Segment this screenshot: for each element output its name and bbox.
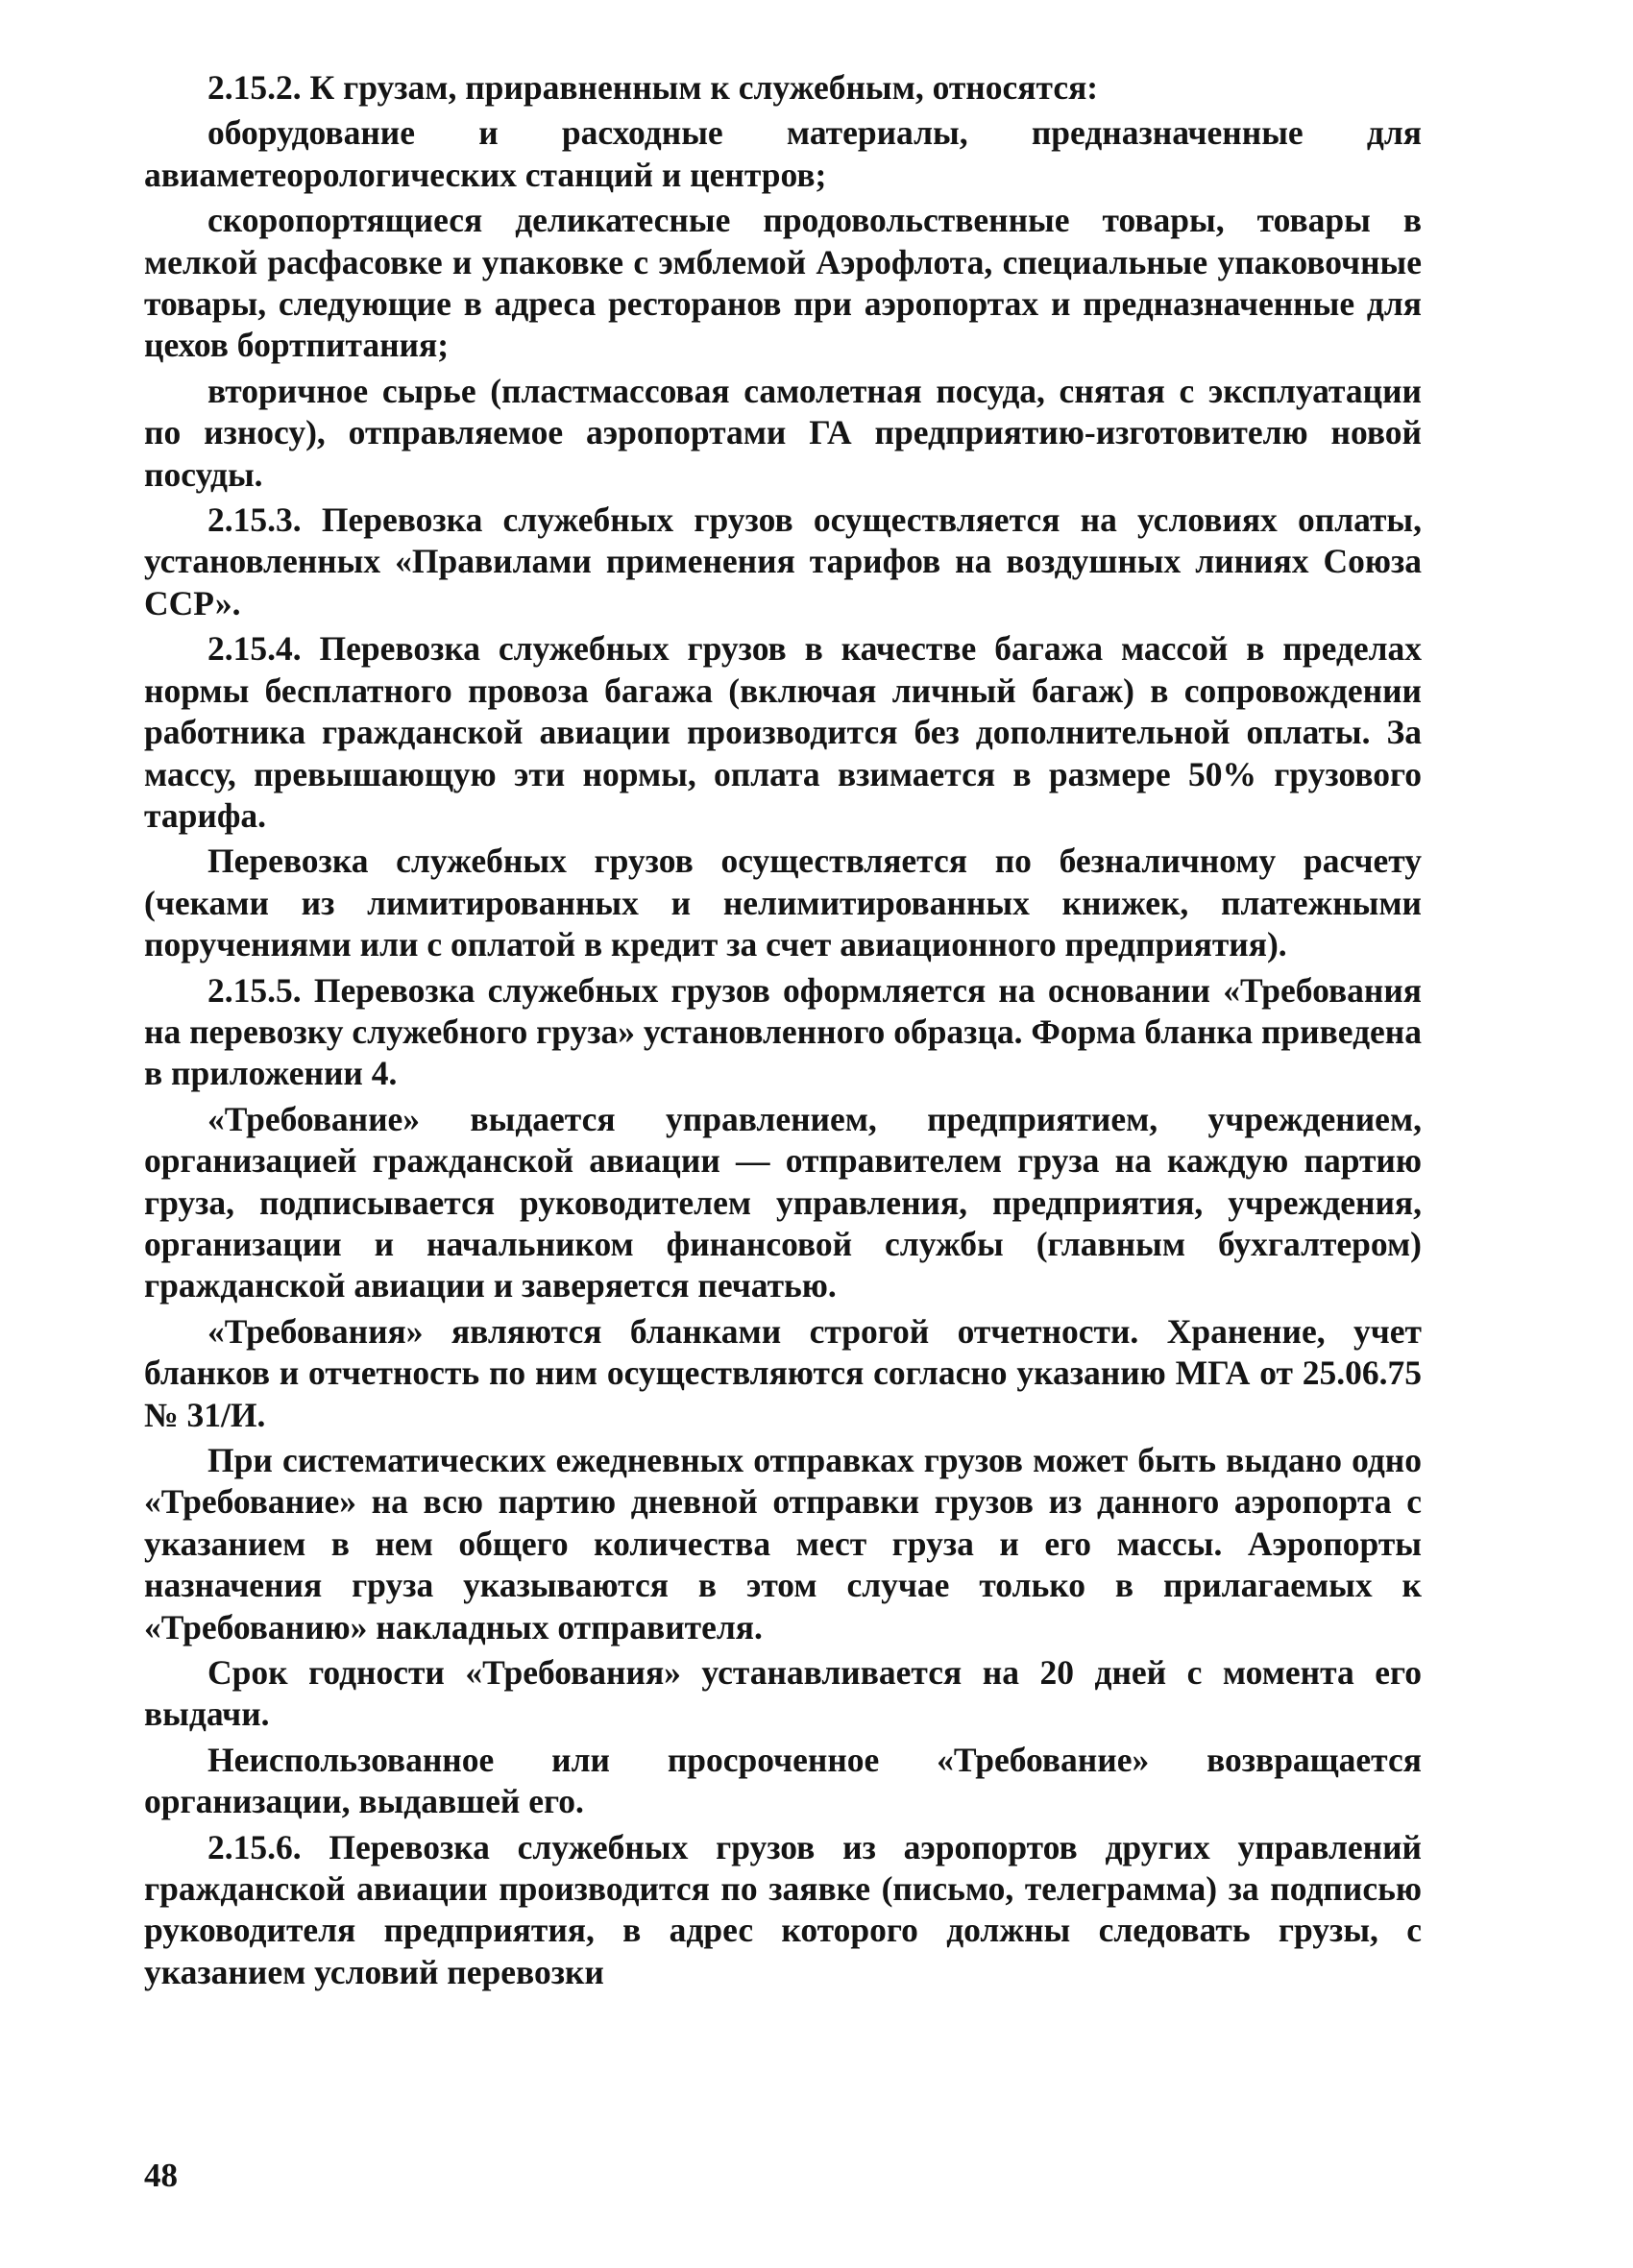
paragraph-2-15-3: 2.15.3. Перевозка служебных грузов осуществляется на условиях оплаты, установленных «Правилами применения тарифов на воздушных линиях Союза ССР». xyxy=(144,500,1422,622)
paragraph-payment: Перевозка служебных грузов осуществляется по безналичному расчету (чеками из лимитированных и нелимитированных книжек, платежными поручениями или с оплатой в кредит за счет авиационного предприятия). xyxy=(144,841,1422,964)
paragraph-secondary-raw-materials: вторичное сырье (пластмассовая самолетная посуда, снятая с эксплуатации по износу), отправляемое аэропортами ГА предприятию-изготовителю новой посуды. xyxy=(144,371,1422,494)
paragraph-equipment: оборудование и расходные материалы, предназначенные для авиаметеорологических станций и центров; xyxy=(144,113,1422,194)
paragraph-2-15-4: 2.15.4. Перевозка служебных грузов в качестве багажа массой в пределах нормы бесплатного провоза багажа (включая личный багаж) в сопровождении работника гражданской авиации производится без дополнительной оплаты. За массу, превышающую эти нормы, оплата взимается в размере 50% грузового тарифа. xyxy=(144,629,1422,835)
paragraph-2-15-5: 2.15.5. Перевозка служебных грузов оформляется на основании «Требования на перевозку служебного груза» установленного образца. Форма бланка приведена в приложении 4. xyxy=(144,970,1422,1093)
page-number: 48 xyxy=(144,2157,178,2194)
document-body xyxy=(144,67,1422,1997)
paragraph-requirement-issued: «Требование» выдается управлением, предприятием, учреждением, организацией гражданской авиации — отправителем груза на каждую партию груза, подписывается руководителем управления, предприятия, учреждения, организации и начальником финансовой службы (главным бухгалтером) гражданской авиации и заверяется печатью. xyxy=(144,1099,1422,1305)
paragraph-2-15-6: 2.15.6. Перевозка служебных грузов из аэропортов других управлений гражданской авиации производится по заявке (письмо, телеграмма) за подписью руководителя предприятия, в адрес которого должны следовать грузы, с указанием условий перевозки xyxy=(144,1827,1422,1991)
paragraph-unused-returned: Неиспользованное или просроченное «Требование» возвращается организации, выдавшей его. xyxy=(144,1740,1422,1821)
paragraph-perishable-goods: скоропортящиеся деликатесные продовольственные товары, товары в мелкой расфасовке и упаковке с эмблемой Аэрофлота, специальные упаковочные товары, следующие в адреса ресторанов при аэропортах и предназначенные для цехов бортпитания; xyxy=(144,201,1422,365)
paragraph-validity: Срок годности «Требования» устанавливается на 20 дней с момента его выдачи. xyxy=(144,1653,1422,1734)
paragraph-daily-shipments: При систематических ежедневных отправках грузов может быть выдано одно «Требование» на всю партию дневной отправки грузов из данного аэропорта с указанием в нем общего количества мест груза и его массы. Аэропорты назначения груза указываются в этом случае только в прилагаемых к «Требованию» накладных отправителя. xyxy=(144,1441,1422,1646)
paragraph-2-15-2: 2.15.2. К грузам, приравненным к служебным, относятся: xyxy=(207,68,1099,107)
paragraph-strict-forms: «Требования» являются бланками строгой отчетности. Хранение, учет бланков и отчетность по ним осуществляются согласно указанию МГА от 25.06.75 № 31/И. xyxy=(144,1311,1422,1434)
